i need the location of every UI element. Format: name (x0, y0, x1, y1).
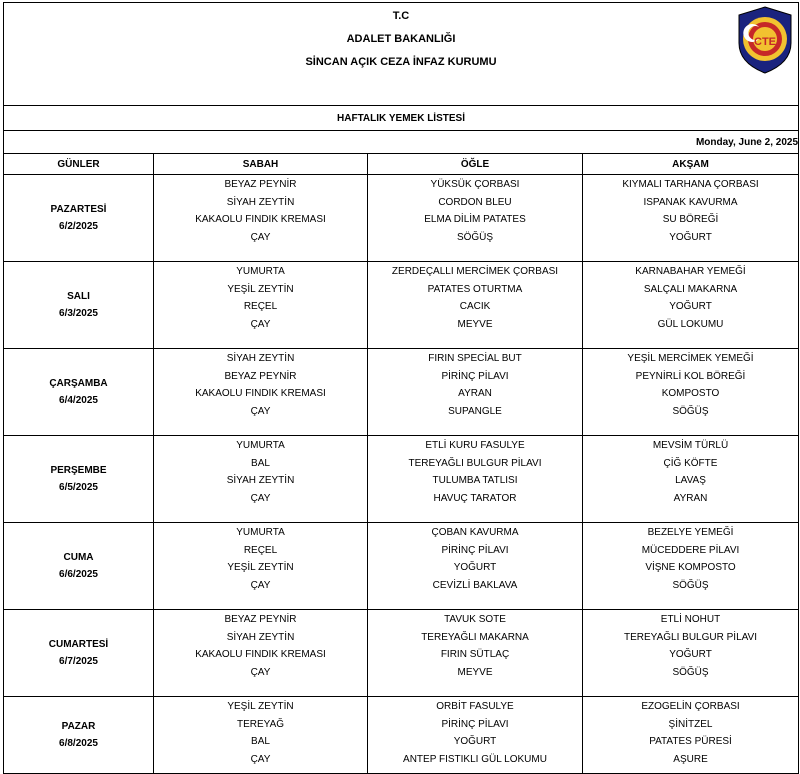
day-date: 6/2/2025 (59, 221, 98, 232)
menu-item: BEZELYE YEMEĞİ (647, 527, 734, 538)
day-date: 6/5/2025 (59, 482, 98, 493)
meal-cell-morning (154, 610, 368, 697)
menu-item: ÇAY (250, 666, 271, 678)
header-row (4, 3, 799, 106)
meal-cell-noon (368, 523, 583, 610)
menu-item: PİRİNÇ PİLAVI (441, 370, 509, 382)
menu-item: SİYAH ZEYTİN (226, 353, 295, 364)
menu-item: ZERDEÇALLI MERCİMEK ÇORBASI (391, 266, 559, 277)
day-date: 6/4/2025 (59, 395, 98, 406)
menu-item: ÇAY (250, 579, 271, 591)
menu-item: MEVSİM TÜRLÜ (652, 440, 729, 451)
menu-item: CEVİZLİ BAKLAVA (432, 579, 518, 591)
header-block (4, 3, 799, 106)
meal-cell-morning (154, 697, 368, 774)
meal-cell-noon (368, 436, 583, 523)
meal-cell-morning (154, 523, 368, 610)
menu-item: PEYNİRLİ KOL BÖREĞİ (635, 370, 746, 382)
menu-item: SİYAH ZEYTİN (226, 475, 295, 486)
date-row (4, 131, 799, 154)
menu-item: LAVAŞ (675, 475, 706, 486)
menu-item: AYRAN (673, 492, 708, 504)
menu-item: SUPANGLE (448, 405, 502, 417)
meal-cell-morning (154, 262, 368, 349)
day-date: 6/8/2025 (59, 738, 98, 749)
menu-item: BEYAZ PEYNİR (224, 614, 297, 625)
header-ministry: ADALET BAKANLIĞI (346, 33, 456, 45)
menu-item: FIRIN SÜTLAÇ (440, 649, 510, 660)
menu-item: PATATES PÜRESİ (649, 736, 732, 747)
svg-text:CTE: CTE (754, 36, 777, 48)
menu-item: ŞİNİTZEL (668, 718, 713, 730)
menu-item: PİRİNÇ PİLAVI (441, 718, 509, 730)
menu-item: ORBİT FASULYE (436, 701, 514, 712)
menu-item: SÖĞÜŞ (672, 666, 709, 678)
menu-item: ETLİ KURU FASULYE (425, 440, 525, 451)
menu-item: KAKAOLU FINDIK KREMASI (195, 649, 326, 660)
menu-item: YEŞİL ZEYTİN (227, 283, 294, 295)
day-cell (4, 262, 154, 349)
menu-item: CACIK (459, 301, 491, 312)
title-row (4, 106, 799, 131)
menu-item: TEREYAĞ (236, 718, 285, 730)
day-date: 6/7/2025 (59, 656, 98, 667)
day-row (4, 175, 799, 262)
menu-item: ANTEP FISTIKLI GÜL LOKUMU (403, 753, 547, 765)
day-cell (4, 175, 154, 262)
menu-item: TEREYAĞLI BULGUR PİLAVI (624, 631, 758, 643)
day-row (4, 523, 799, 610)
menu-item: SALÇALI MAKARNA (643, 283, 738, 295)
menu-item: YOĞURT (669, 301, 712, 312)
menu-item: MÜCEDDERE PİLAVI (641, 544, 740, 556)
menu-item: BAL (251, 457, 270, 469)
menu-item: YOĞURT (453, 562, 497, 573)
menu-item: VİŞNE KOMPOSTO (645, 562, 736, 573)
page-title: HAFTALIK YEMEK LİSTESİ (4, 106, 799, 131)
menu-item: FIRIN SPECİAL BUT (428, 353, 522, 364)
day-row (4, 262, 799, 349)
menu-item: YUMURTA (236, 266, 285, 277)
column-header-evening: AKŞAM (583, 154, 799, 175)
menu-item: KIYMALI TARHANA ÇORBASI (622, 179, 759, 190)
menu-item: AYRAN (458, 388, 492, 399)
ceza-infaz-emblem-icon (735, 5, 795, 75)
menu-item: BAL (251, 736, 270, 747)
meal-cell-evening (583, 697, 799, 774)
menu-item: ÇAY (250, 405, 271, 417)
day-name: ÇARŞAMBA (49, 378, 108, 389)
day-row (4, 697, 799, 774)
day-name: CUMARTESİ (48, 639, 109, 650)
menu-item: REÇEL (243, 544, 278, 556)
menu-item: YEŞİL ZEYTİN (227, 701, 294, 712)
menu-item: ÇAY (250, 492, 271, 504)
menu-item: MEYVE (457, 318, 493, 330)
menu-item: YOĞURT (669, 231, 712, 243)
menu-item: ÇAY (250, 753, 271, 765)
menu-item: YUMURTA (236, 440, 285, 451)
menu-item: SİYAH ZEYTİN (226, 631, 295, 643)
menu-item: SÖĞÜŞ (456, 231, 494, 243)
menu-item: ETLİ NOHUT (660, 614, 721, 625)
meal-cell-noon (368, 349, 583, 436)
menu-item: YEŞİL MERCİMEK YEMEĞİ (627, 353, 754, 364)
column-header-row (4, 154, 799, 175)
day-row (4, 349, 799, 436)
menu-item: YOĞURT (669, 649, 712, 660)
meal-cell-noon (368, 697, 583, 774)
meal-cell-evening (583, 523, 799, 610)
menu-item: SU BÖREĞİ (662, 214, 719, 225)
menu-item: BEYAZ PEYNİR (224, 179, 297, 190)
menu-item: TEREYAĞLI BULGUR PİLAVI (408, 457, 542, 469)
menu-item: YÜKSÜK ÇORBASI (430, 179, 520, 190)
column-header-days: GÜNLER (4, 154, 154, 175)
day-name: SALI (67, 291, 90, 302)
menu-item: SİYAH ZEYTİN (226, 196, 295, 208)
weekly-menu-table (3, 2, 799, 774)
menu-item: EZOGELİN ÇORBASI (641, 701, 740, 712)
meal-cell-morning (154, 349, 368, 436)
menu-item: ELMA DİLİM PATATES (424, 214, 526, 225)
menu-item: SÖĞÜŞ (672, 405, 709, 417)
meal-cell-noon (368, 262, 583, 349)
day-date: 6/3/2025 (59, 308, 98, 319)
day-date: 6/6/2025 (59, 569, 98, 580)
menu-item: YOĞURT (453, 736, 497, 747)
menu-item: KARNABAHAR YEMEĞİ (635, 266, 746, 277)
menu-item: TULUMBA TATLISI (432, 475, 518, 486)
day-cell (4, 697, 154, 774)
day-cell (4, 349, 154, 436)
day-name: PAZAR (61, 721, 96, 732)
day-name: PAZARTESİ (50, 204, 107, 215)
day-cell (4, 610, 154, 697)
day-name: PERŞEMBE (50, 465, 107, 476)
menu-item: YUMURTA (236, 527, 285, 538)
column-header-morning: SABAH (154, 154, 368, 175)
menu-item: ISPANAK KAVURMA (643, 196, 738, 208)
menu-item: BEYAZ PEYNİR (224, 370, 297, 382)
meal-cell-evening (583, 175, 799, 262)
header-institution: SİNCAN AÇIK CEZA İNFAZ KURUMU (305, 56, 497, 68)
menu-item: GÜL LOKUMU (657, 318, 724, 330)
meal-cell-evening (583, 610, 799, 697)
menu-item: ÇAY (250, 231, 271, 243)
menu-item: KAKAOLU FINDIK KREMASI (195, 388, 326, 399)
menu-item: KOMPOSTO (661, 388, 720, 399)
menu-item: REÇEL (243, 301, 278, 312)
meal-cell-evening (583, 436, 799, 523)
header-tc: T.C (392, 10, 410, 22)
menu-item: YEŞİL ZEYTİN (227, 562, 294, 573)
meal-cell-noon (368, 610, 583, 697)
menu-item: PİRİNÇ PİLAVI (441, 544, 509, 556)
meal-cell-morning (154, 175, 368, 262)
day-row (4, 610, 799, 697)
menu-item: TEREYAĞLI MAKARNA (421, 631, 529, 643)
menu-item: SÖĞÜŞ (672, 579, 709, 591)
menu-item: ÇOBAN KAVURMA (431, 527, 519, 538)
menu-item: CORDON BLEU (438, 196, 512, 208)
menu-item: ÇAY (250, 318, 271, 330)
meal-cell-evening (583, 262, 799, 349)
menu-item: ÇİĞ KÖFTE (663, 457, 718, 469)
menu-item: MEYVE (457, 666, 493, 678)
menu-item: KAKAOLU FINDIK KREMASI (195, 214, 326, 225)
day-row (4, 436, 799, 523)
menu-item: PATATES OTURTMA (427, 283, 523, 295)
meal-cell-evening (583, 349, 799, 436)
meal-cell-noon (368, 175, 583, 262)
day-cell (4, 436, 154, 523)
menu-item: HAVUÇ TARATOR (433, 492, 517, 504)
day-name: CUMA (63, 552, 94, 563)
menu-item: AŞURE (673, 753, 708, 765)
day-cell (4, 523, 154, 610)
column-header-noon: ÖĞLE (368, 154, 583, 175)
print-date: Monday, June 2, 2025 (4, 131, 799, 154)
menu-item: TAVUK SOTE (444, 614, 506, 625)
meal-cell-morning (154, 436, 368, 523)
